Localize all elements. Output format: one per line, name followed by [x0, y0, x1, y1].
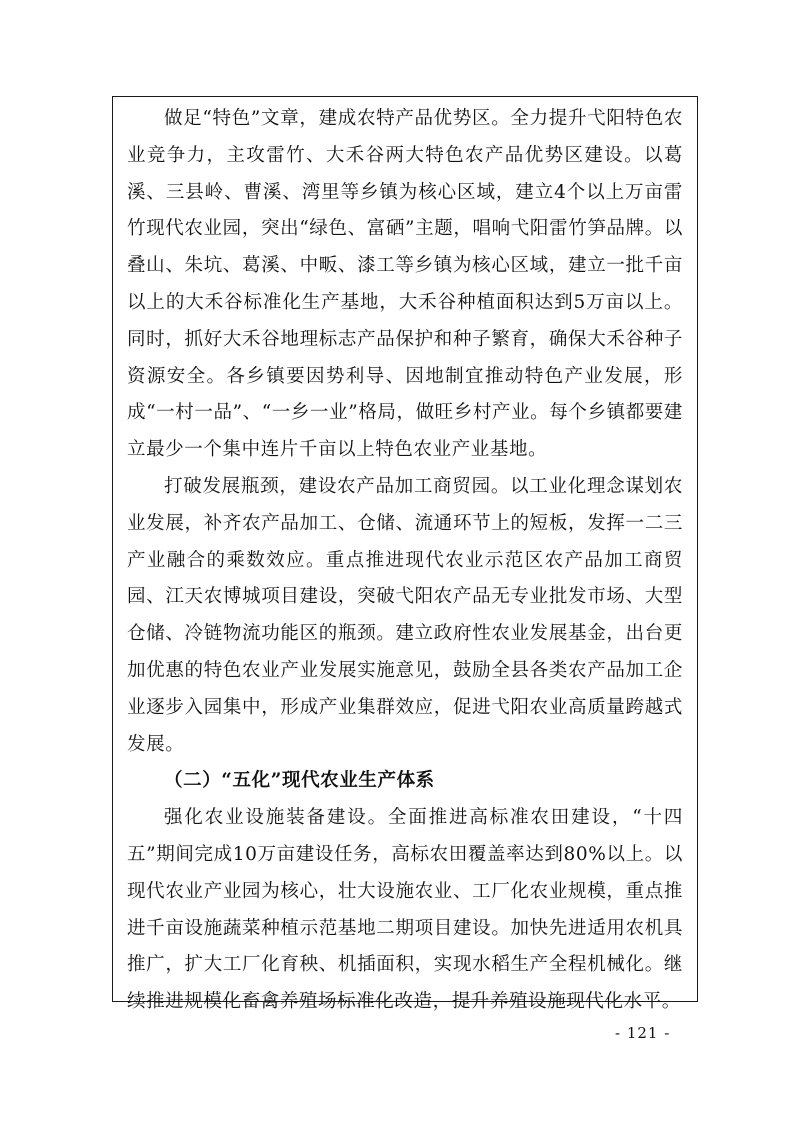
content-frame — [112, 96, 698, 1013]
section-heading: （二）“五化”现代农业生产体系 — [164, 770, 435, 792]
paragraph-processing-park: 打破发展瓶颈，建设农产品加工商贸园。以工业化理念谋划农业发展，补齐农产品加工、仓储、流通环节上的短板，发挥一二三产业融合的乘数效应。重点推进现代农业示范区农产品加工商贸园、江天农博城项目建设，突破弋阳农产品无专业批发市场、大型仓储、冷链物流功能区的瓶颈。建立政府性农业发展基金，出台更加优惠的特色农业产业发展实施意见，鼓励全县各类农产品加工企业逐步入园集中，形成产业集群效应，促进弋阳农业高质量跨越式发展。 — [127, 475, 683, 755]
paragraph-facility-equipment: 强化农业设施装备建设。全面推进高标准农田建设，“十四五”期间完成10万亩建设任务，高标农田覆盖率达到80%以上。以现代农业产业园为核心，壮大设施农业、工厂化农业规模，重点推进千亩设施蔬菜种植示范基地二期项目建设。加快先进适用农机具推广，扩大工厂化育秧、机插面积，实现水稻生产全程机械化。继续推进规模化畜禽养殖场标准化改造，提升养殖设施现代化水平。 — [127, 807, 683, 1013]
page-number: - 121 - — [615, 1024, 671, 1042]
paragraph-specialty-zone: 做足“特色”文章，建成农特产品优势区。全力提升弋阳特色农业竞争力，主攻雷竹、大禾谷两大特色农产品优势区建设。以葛溪、三县岭、曹溪、湾里等乡镇为核心区域，建立4个以上万亩雷竹现代农业园，突出“绿色、富硒”主题，唱响弋阳雷竹笋品牌。以叠山、朱坑、葛溪、中畈、漆工等乡镇为核心区域，建立一批千亩以上的大禾谷标准化生产基地，大禾谷种植面积达到5万亩以上。同时，抓好大禾谷地理标志产品保护和种子繁育，确保大禾谷种子资源安全。各乡镇要因势利导、因地制宜推动特色产业发展，形成“一村一品”、“一乡一业”格局，做旺乡村产业。每个乡镇都要建立最少一个集中连片千亩以上特色农业产业基地。 — [127, 108, 683, 461]
